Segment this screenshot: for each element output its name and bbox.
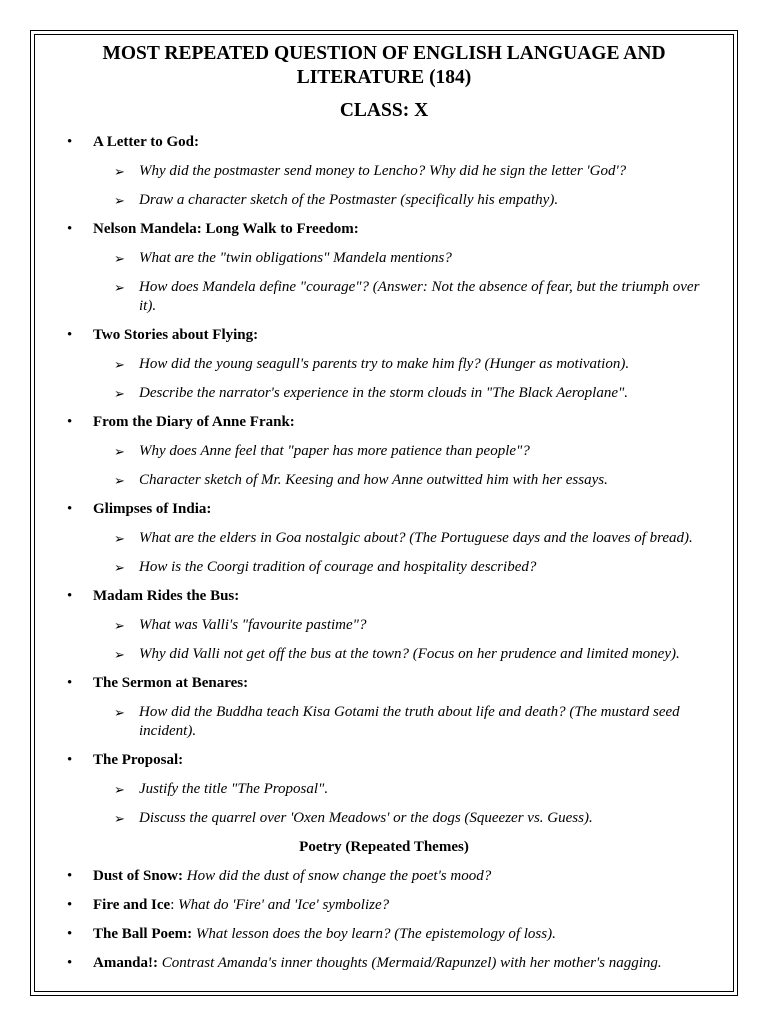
topic-item <box>34 587 734 606</box>
question-item <box>34 703 734 741</box>
arrow-bullet-icon: ➢ <box>114 531 125 546</box>
bullet-icon: • <box>67 327 73 343</box>
arrow-bullet-icon: ➢ <box>114 647 125 662</box>
poem-item: • Fire and Ice: What do 'Fire' and 'Ice' symbolize? <box>67 897 390 913</box>
question-item <box>34 162 734 181</box>
class-label: CLASS: X <box>339 100 429 121</box>
topic-title: The Sermon at Benares: <box>93 675 249 691</box>
bullet-icon: • <box>67 955 73 971</box>
question-text: How did the Buddha teach Kisa Gotami the truth about life and death? (The mustard seed incident). <box>139 704 680 739</box>
question-text: Justify the title "The Proposal". <box>139 781 329 797</box>
poem-question: Contrast Amanda's inner thoughts (Mermaid/Rapunzel) with her mother's nagging. <box>161 955 662 971</box>
topic-item <box>34 326 734 345</box>
question-item <box>34 780 734 799</box>
topic-item <box>34 674 734 693</box>
topic-item <box>34 500 734 519</box>
question-text: Why did Valli not get off the bus at the town? (Focus on her prudence and limited money). <box>139 646 680 662</box>
bullet-icon: • <box>67 588 73 604</box>
arrow-bullet-icon: ➢ <box>114 782 125 797</box>
poem-item <box>34 954 734 973</box>
question-text: What was Valli's "favourite pastime"? <box>139 617 367 633</box>
question-text: Draw a character sketch of the Postmaster (specifically his empathy). <box>139 192 559 208</box>
topic-title: Glimpses of India: <box>93 501 212 517</box>
topic-item <box>34 413 734 432</box>
question-list <box>34 249 734 316</box>
arrow-bullet-icon: ➢ <box>114 357 125 372</box>
question-text: How does Mandela define "courage"? (Answer: Not the absence of fear, but the triumph over it). <box>139 279 700 314</box>
poem-title: The Ball Poem: <box>93 926 193 942</box>
topic-item <box>34 133 734 152</box>
arrow-bullet-icon: ➢ <box>114 444 125 459</box>
poem-title: Fire and Ice <box>93 897 171 913</box>
document-body <box>34 34 734 973</box>
bullet-icon: • <box>67 414 73 430</box>
poem-question: How did the dust of snow change the poet's mood? <box>186 868 492 884</box>
question-text: Discuss the quarrel over 'Oxen Meadows' or the dogs (Squeezer vs. Guess). <box>139 810 593 826</box>
question-list <box>34 355 734 403</box>
poem-item <box>34 867 734 886</box>
question-item <box>34 355 734 374</box>
question-item <box>34 442 734 461</box>
bullet-icon: • <box>67 134 73 150</box>
question-item <box>34 191 734 210</box>
arrow-bullet-icon: ➢ <box>114 473 125 488</box>
bullet-icon: • <box>67 897 73 913</box>
question-item <box>34 384 734 403</box>
question-item <box>34 616 734 635</box>
topic-title: Two Stories about Flying: <box>93 327 259 343</box>
question-item <box>34 471 734 490</box>
bullet-icon: • <box>67 675 73 691</box>
question-item <box>34 809 734 828</box>
poem-question: What do 'Fire' and 'Ice' symbolize? <box>178 897 390 913</box>
question-item <box>34 249 734 268</box>
question-item <box>34 529 734 548</box>
question-list <box>34 780 734 828</box>
question-text: How is the Coorgi tradition of courage and hospitality described? <box>139 559 537 575</box>
question-list <box>34 703 734 741</box>
poetry-heading: Poetry (Repeated Themes) <box>299 839 469 855</box>
poem-title: Dust of Snow: <box>93 868 184 884</box>
question-list <box>34 529 734 577</box>
arrow-bullet-icon: ➢ <box>114 251 125 266</box>
bullet-icon: • <box>67 221 73 237</box>
poem-title: Amanda!: <box>93 955 159 971</box>
question-list <box>34 162 734 210</box>
arrow-bullet-icon: ➢ <box>114 386 125 401</box>
poem-question: What lesson does the boy learn? (The epistemology of loss). <box>195 926 556 942</box>
arrow-bullet-icon: ➢ <box>114 193 125 208</box>
arrow-bullet-icon: ➢ <box>114 618 125 633</box>
question-text: Describe the narrator's experience in the storm clouds in "The Black Aeroplane". <box>139 385 629 401</box>
question-item <box>34 558 734 577</box>
topic-title: Madam Rides the Bus: <box>93 588 240 604</box>
topic-item <box>34 220 734 239</box>
question-text: Character sketch of Mr. Keesing and how Anne outwitted him with her essays. <box>139 472 608 488</box>
topic-title: The Proposal: <box>93 752 184 768</box>
question-list <box>34 616 734 664</box>
arrow-bullet-icon: ➢ <box>114 705 125 720</box>
topic-title: Nelson Mandela: Long Walk to Freedom: <box>93 221 359 237</box>
question-text: How did the young seagull's parents try to make him fly? (Hunger as motivation). <box>139 356 630 372</box>
arrow-bullet-icon: ➢ <box>114 811 125 826</box>
topic-title: From the Diary of Anne Frank: <box>93 414 295 430</box>
topic-title: A Letter to God: <box>93 134 199 150</box>
question-item <box>34 278 734 316</box>
arrow-bullet-icon: ➢ <box>114 280 125 295</box>
bullet-icon: • <box>67 926 73 942</box>
topic-item <box>34 751 734 770</box>
question-list <box>34 442 734 490</box>
bullet-icon: • <box>67 501 73 517</box>
bullet-icon: • <box>67 752 73 768</box>
poem-item <box>34 925 734 944</box>
question-text: What are the "twin obligations" Mandela mentions? <box>139 250 452 266</box>
question-text: Why did the postmaster send money to Lencho? Why did he sign the letter 'God'? <box>139 163 627 179</box>
question-text: What are the elders in Goa nostalgic about? (The Portuguese days and the loaves of bread). <box>139 530 693 546</box>
topic-list <box>34 133 734 828</box>
arrow-bullet-icon: ➢ <box>114 560 125 575</box>
question-item <box>34 645 734 664</box>
poetry-list <box>34 867 734 973</box>
arrow-bullet-icon: ➢ <box>114 164 125 179</box>
document-title: MOST REPEATED QUESTION OF ENGLISH LANGUAGE AND LITERATURE (184) <box>102 43 666 88</box>
question-text: Why does Anne feel that "paper has more patience than people"? <box>139 443 530 459</box>
bullet-icon: • <box>67 868 73 884</box>
